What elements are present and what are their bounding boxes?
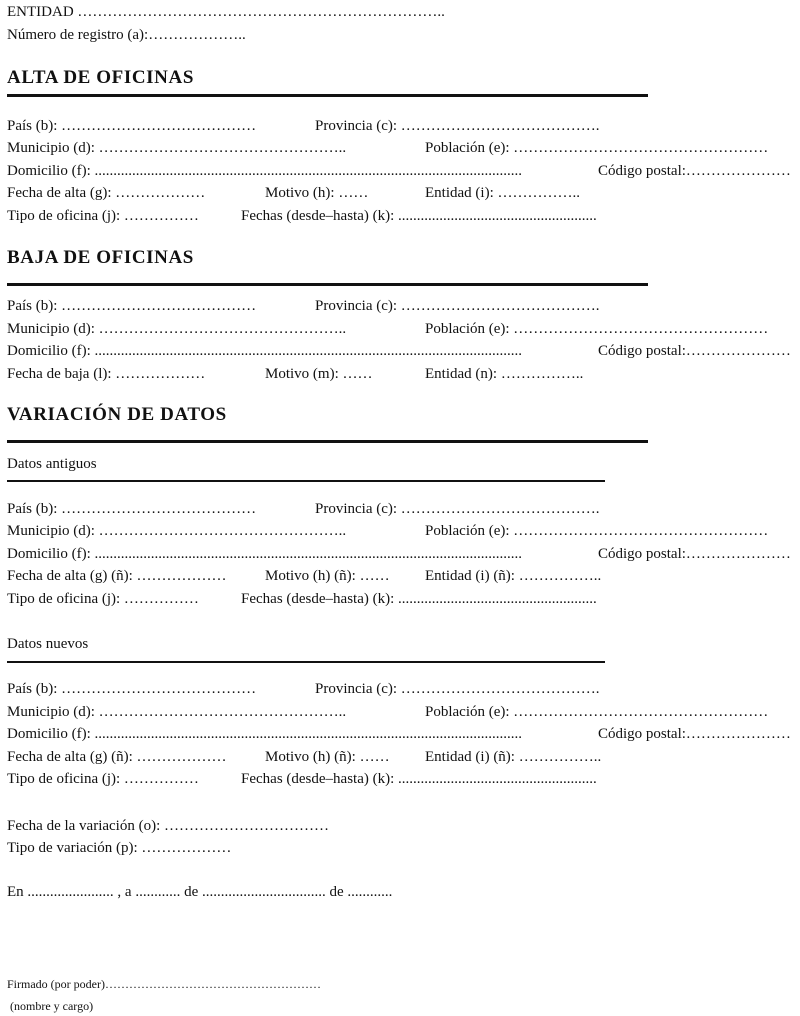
alta-codigo-postal-field[interactable]: Código postal:………………… bbox=[598, 163, 791, 179]
nuevos-poblacion-field[interactable]: Población (e): …………………………………………… bbox=[425, 704, 769, 720]
baja-codigo-postal-field[interactable]: Código postal:………………… bbox=[598, 343, 791, 359]
alta-heading-text: ALTA DE OFICINAS bbox=[7, 67, 194, 88]
baja-heading-text: BAJA DE OFICINAS bbox=[7, 247, 194, 268]
datos-nuevos-rule bbox=[7, 661, 605, 663]
nuevos-pais-field[interactable]: País (b): ………………………………… bbox=[7, 681, 257, 697]
antiguos-poblacion-field[interactable]: Población (e): …………………………………………… bbox=[425, 523, 769, 539]
antiguos-municipio-field[interactable]: Municipio (d): ………………………………………….. bbox=[7, 523, 347, 539]
firmado-field[interactable]: Firmado (por poder)……………………………………………… bbox=[7, 977, 321, 991]
nuevos-provincia-field[interactable]: Provincia (c): …………………………………. bbox=[315, 681, 600, 697]
variacion-rule bbox=[7, 440, 648, 443]
nuevos-fecha-field[interactable]: Fecha de alta (g) (ñ): ……………… bbox=[7, 749, 227, 765]
tipo-variacion-field[interactable]: Tipo de variación (p): ……………… bbox=[7, 840, 232, 856]
baja-provincia-field[interactable]: Provincia (c): …………………………………. bbox=[315, 298, 600, 314]
alta-domicilio-field[interactable]: Domicilio (f): .................................................................................................................. bbox=[7, 163, 522, 179]
nuevos-codigo-postal-field[interactable]: Código postal:………………… bbox=[598, 726, 791, 742]
alta-rule bbox=[7, 94, 648, 97]
alta-motivo-field[interactable]: Motivo (h): …… bbox=[265, 185, 369, 201]
datos-antiguos-label: Datos antiguos bbox=[7, 456, 97, 472]
antiguos-provincia-field[interactable]: Provincia (c): …………………………………. bbox=[315, 501, 600, 517]
alta-poblacion-field[interactable]: Población (e): …………………………………………… bbox=[425, 140, 769, 156]
alta-fecha-field[interactable]: Fecha de alta (g): ……………… bbox=[7, 185, 206, 201]
antiguos-pais-field[interactable]: País (b): ………………………………… bbox=[7, 501, 257, 517]
lugar-fecha-line[interactable]: En ....................... , a ............ de ................................. de ............ bbox=[7, 884, 393, 900]
antiguos-fecha-field[interactable]: Fecha de alta (g) (ñ): ……………… bbox=[7, 568, 227, 584]
alta-fechas-field[interactable]: Fechas (desde–hasta) (k): ..................................................... bbox=[241, 208, 597, 224]
alta-pais-field[interactable]: País (b): ………………………………… bbox=[7, 118, 257, 134]
baja-entidad-field[interactable]: Entidad (n): …………….. bbox=[425, 366, 584, 382]
antiguos-entidad-field[interactable]: Entidad (i) (ñ): …………….. bbox=[425, 568, 602, 584]
baja-motivo-field[interactable]: Motivo (m): …… bbox=[265, 366, 373, 382]
nuevos-entidad-field[interactable]: Entidad (i) (ñ): …………….. bbox=[425, 749, 602, 765]
datos-nuevos-label: Datos nuevos bbox=[7, 636, 89, 652]
nuevos-domicilio-field[interactable]: Domicilio (f): .................................................................................................................. bbox=[7, 726, 522, 742]
antiguos-motivo-field[interactable]: Motivo (h) (ñ): …… bbox=[265, 568, 390, 584]
nuevos-motivo-field[interactable]: Motivo (h) (ñ): …… bbox=[265, 749, 390, 765]
baja-pais-field[interactable]: País (b): ………………………………… bbox=[7, 298, 257, 314]
antiguos-fechas-field[interactable]: Fechas (desde–hasta) (k): ..................................................... bbox=[241, 591, 597, 607]
antiguos-codigo-postal-field[interactable]: Código postal:………………… bbox=[598, 546, 791, 562]
variacion-heading-text: VARIACIÓN DE DATOS bbox=[7, 404, 227, 425]
variacion-heading bbox=[7, 406, 227, 425]
baja-domicilio-field[interactable]: Domicilio (f): .................................................................................................................. bbox=[7, 343, 522, 359]
baja-poblacion-field[interactable]: Población (e): …………………………………………… bbox=[425, 321, 769, 337]
fecha-variacion-field[interactable]: Fecha de la variación (o): …………………………… bbox=[7, 818, 330, 834]
alta-entidad-field[interactable]: Entidad (i): …………….. bbox=[425, 185, 580, 201]
baja-rule bbox=[7, 283, 648, 286]
nuevos-tipo-field[interactable]: Tipo de oficina (j): …………… bbox=[7, 771, 199, 787]
alta-tipo-field[interactable]: Tipo de oficina (j): …………… bbox=[7, 208, 199, 224]
antiguos-tipo-field[interactable]: Tipo de oficina (j): …………… bbox=[7, 591, 199, 607]
alta-provincia-field[interactable]: Provincia (c): …………………………………. bbox=[315, 118, 600, 134]
datos-antiguos-rule bbox=[7, 480, 605, 482]
baja-fecha-field[interactable]: Fecha de baja (l): ……………… bbox=[7, 366, 206, 382]
baja-heading bbox=[7, 249, 194, 268]
nuevos-fechas-field[interactable]: Fechas (desde–hasta) (k): ..................................................... bbox=[241, 771, 597, 787]
antiguos-domicilio-field[interactable]: Domicilio (f): .................................................................................................................. bbox=[7, 546, 522, 562]
alta-heading bbox=[7, 69, 194, 88]
baja-municipio-field[interactable]: Municipio (d): ………………………………………….. bbox=[7, 321, 347, 337]
alta-municipio-field[interactable]: Municipio (d): ………………………………………….. bbox=[7, 140, 347, 156]
nuevos-municipio-field[interactable]: Municipio (d): ………………………………………….. bbox=[7, 704, 347, 720]
entidad-field[interactable]: ENTIDAD ……………………………………………………………….. bbox=[7, 4, 445, 20]
numero-registro-field[interactable]: Número de registro (a):……………….. bbox=[7, 27, 246, 43]
nombre-cargo-label: (nombre y cargo) bbox=[10, 999, 94, 1013]
